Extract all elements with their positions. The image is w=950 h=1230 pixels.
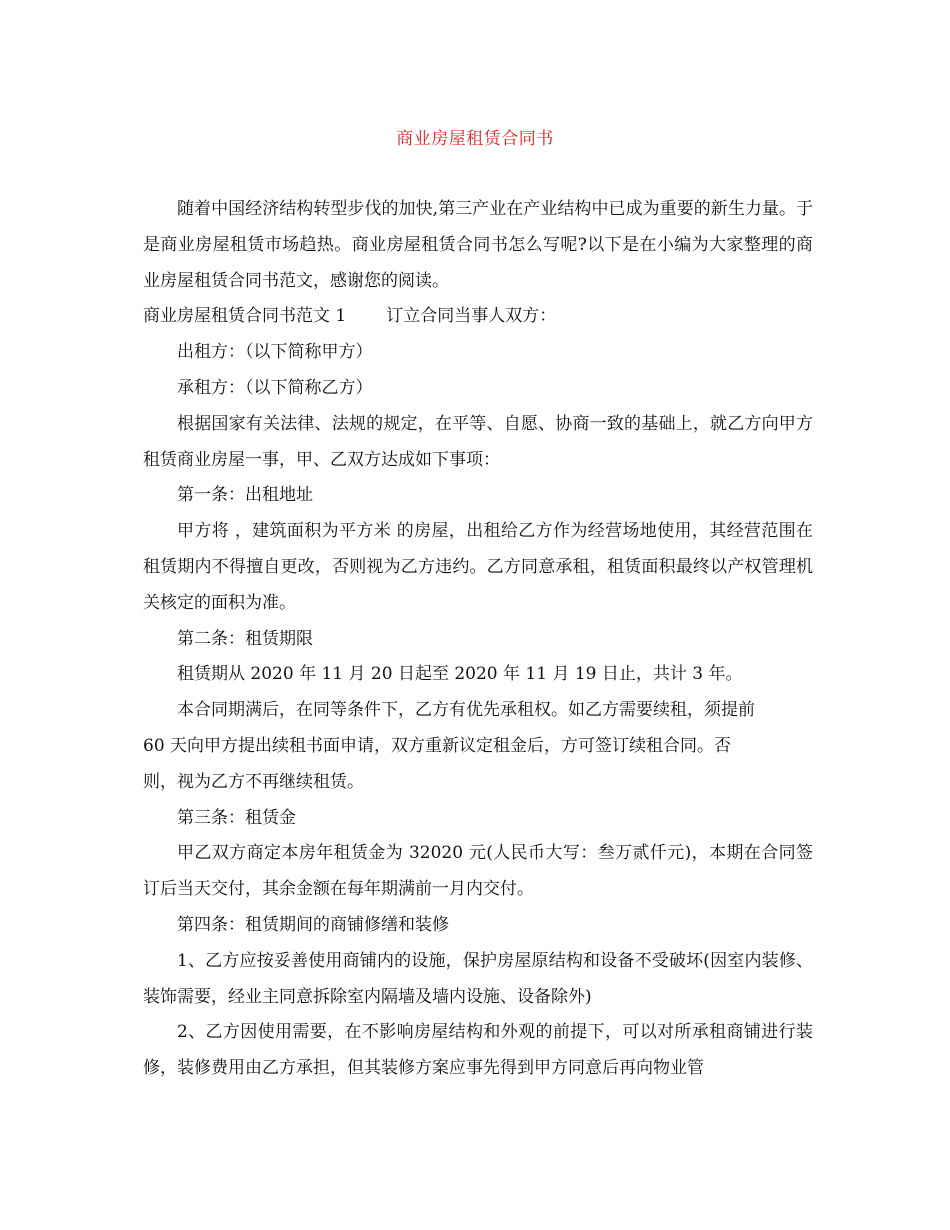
article4-title: 第四条：租赁期间的商铺修缮和装修: [177, 914, 449, 935]
article1-paragraph: 甲方将 ，建筑面积为平方米 的房屋，出租给乙方作为经营场地使用，其经营范围在租赁期内不得擅自更改，否则视为乙方违约。乙方同意承租，租赁面积最终以产权管理机关核定的面积为准。: [143, 521, 813, 613]
document-title: 商业房屋租赁合同书: [396, 129, 554, 149]
lessor-line: 出租方：（以下简称甲方）: [177, 342, 373, 363]
sample-heading-line: [143, 299, 813, 335]
article2-renewal-line-3: 则，视为乙方不再继续租赁。: [143, 771, 364, 792]
article2-term: 租赁期从 2020 年 11 月 20 日起至 2020 年 11 月 19 日止，共计 3 年。: [177, 664, 743, 685]
lessee-line: 承租方：（以下简称乙方）: [177, 377, 373, 398]
article3-paragraph: 甲乙双方商定本房年租赁金为 32020 元(人民币大写：叁万贰仟元)，本期在合同签订后当天交付，其余金额在每年期满前一月内交付。: [143, 843, 813, 900]
preamble-paragraph: 根据国家有关法律、法规的规定，在平等、自愿、协商一致的基础上，就乙方向甲方租赁商业房屋一事，甲、乙双方达成如下事项：: [143, 413, 813, 470]
article2-renewal-line-2: 60 天向甲方提出续租书面申请，双方重新议定租金后，方可签订续租合同。否: [143, 735, 732, 756]
article2-renewal-line-1: 本合同期满后，在同等条件下，乙方有优先承租权。如乙方需要续租，须提前: [177, 700, 755, 721]
intro-paragraph: 随着中国经济结构转型步伐的加快,第三产业在产业结构中已成为重要的新生力量。于是商业房屋租赁市场趋热。商业房屋租赁合同书怎么写呢?以下是在小编为大家整理的商业房屋租赁合同书范文，感谢您的阅读。: [143, 199, 813, 291]
document-body: [143, 192, 813, 1087]
article4-item-1: 1、乙方应按妥善使用商铺内的设施，保护房屋原结构和设备不受破坏(因室内装修、装饰需要，经业主同意拆除室内隔墙及墙内设施、设备除外): [143, 950, 813, 1007]
article3-title: 第三条：租赁金: [177, 807, 296, 828]
sample-heading: 商业房屋租赁合同书范文 1: [143, 306, 347, 327]
article1-title: 第一条：出租地址: [177, 485, 313, 506]
parties-heading: 订立合同当事人双方：: [386, 306, 557, 327]
article4-item-2: 2、乙方因使用需要，在不影响房屋结构和外观的前提下，可以对所承租商铺进行装修，装修费用由乙方承担，但其装修方案应事先得到甲方同意后再向物业管: [143, 1022, 813, 1079]
article2-title: 第二条：租赁期限: [177, 628, 313, 649]
